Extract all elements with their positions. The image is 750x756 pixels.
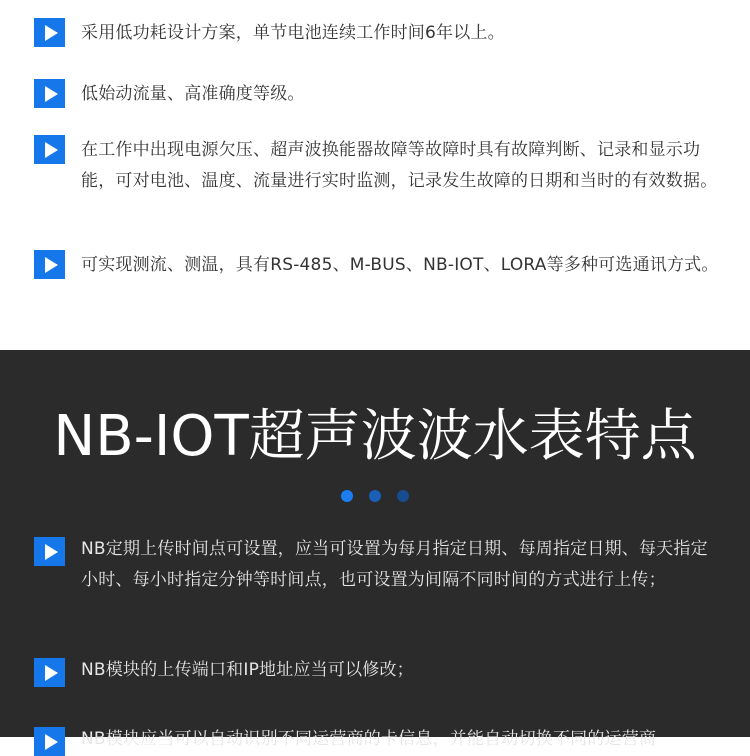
section-title: NB-IOT超声波波水表特点 xyxy=(53,404,697,469)
feature-item xyxy=(34,135,724,197)
feature-text: NB模块的上传端口和IP地址应当可以修改； xyxy=(81,660,414,680)
feature-text: 低始动流量、高准确度等级。 xyxy=(81,84,305,104)
features-section-top xyxy=(0,0,750,350)
feature-text: 在工作中出现电源欠压、超声波换能器故障等故障时具有故障判断、记录和显示功能，可对电池、温度、流量进行实时监测，记录发生故障的日期和当时的有效数据。 xyxy=(81,140,718,191)
section-divider-dots xyxy=(0,490,750,502)
feature-item xyxy=(34,724,724,756)
feature-text: 采用低功耗设计方案，单节电池连续工作时间6年以上。 xyxy=(81,23,505,43)
feature-item xyxy=(34,79,724,110)
play-arrow-icon xyxy=(34,79,65,108)
feature-text: NB定期上传时间点可设置，应当可设置为每月指定日期、每周指定日期、每天指定小时、每小时指定分钟等时间点，也可设置为间隔不同时间的方式进行上传； xyxy=(81,539,708,590)
play-arrow-icon xyxy=(34,658,65,687)
feature-text: NB模块应当可以自动识别不同运营商的卡信息，并能自动切换不同的运营商 xyxy=(81,729,657,749)
features-section-dark xyxy=(0,350,750,749)
dot-icon xyxy=(397,490,409,502)
feature-text: 可实现测流、测温，具有RS-485、M-BUS、NB-IOT、LORA等多种可选通讯方式。 xyxy=(81,255,719,275)
play-arrow-icon xyxy=(34,727,65,756)
dot-icon xyxy=(341,490,353,502)
dot-icon xyxy=(369,490,381,502)
feature-item xyxy=(34,18,724,49)
feature-item xyxy=(34,534,724,596)
play-arrow-icon xyxy=(34,18,65,47)
feature-item xyxy=(34,655,724,687)
play-arrow-icon xyxy=(34,250,65,279)
play-arrow-icon xyxy=(34,537,65,566)
play-arrow-icon xyxy=(34,135,65,164)
feature-item xyxy=(34,250,724,281)
